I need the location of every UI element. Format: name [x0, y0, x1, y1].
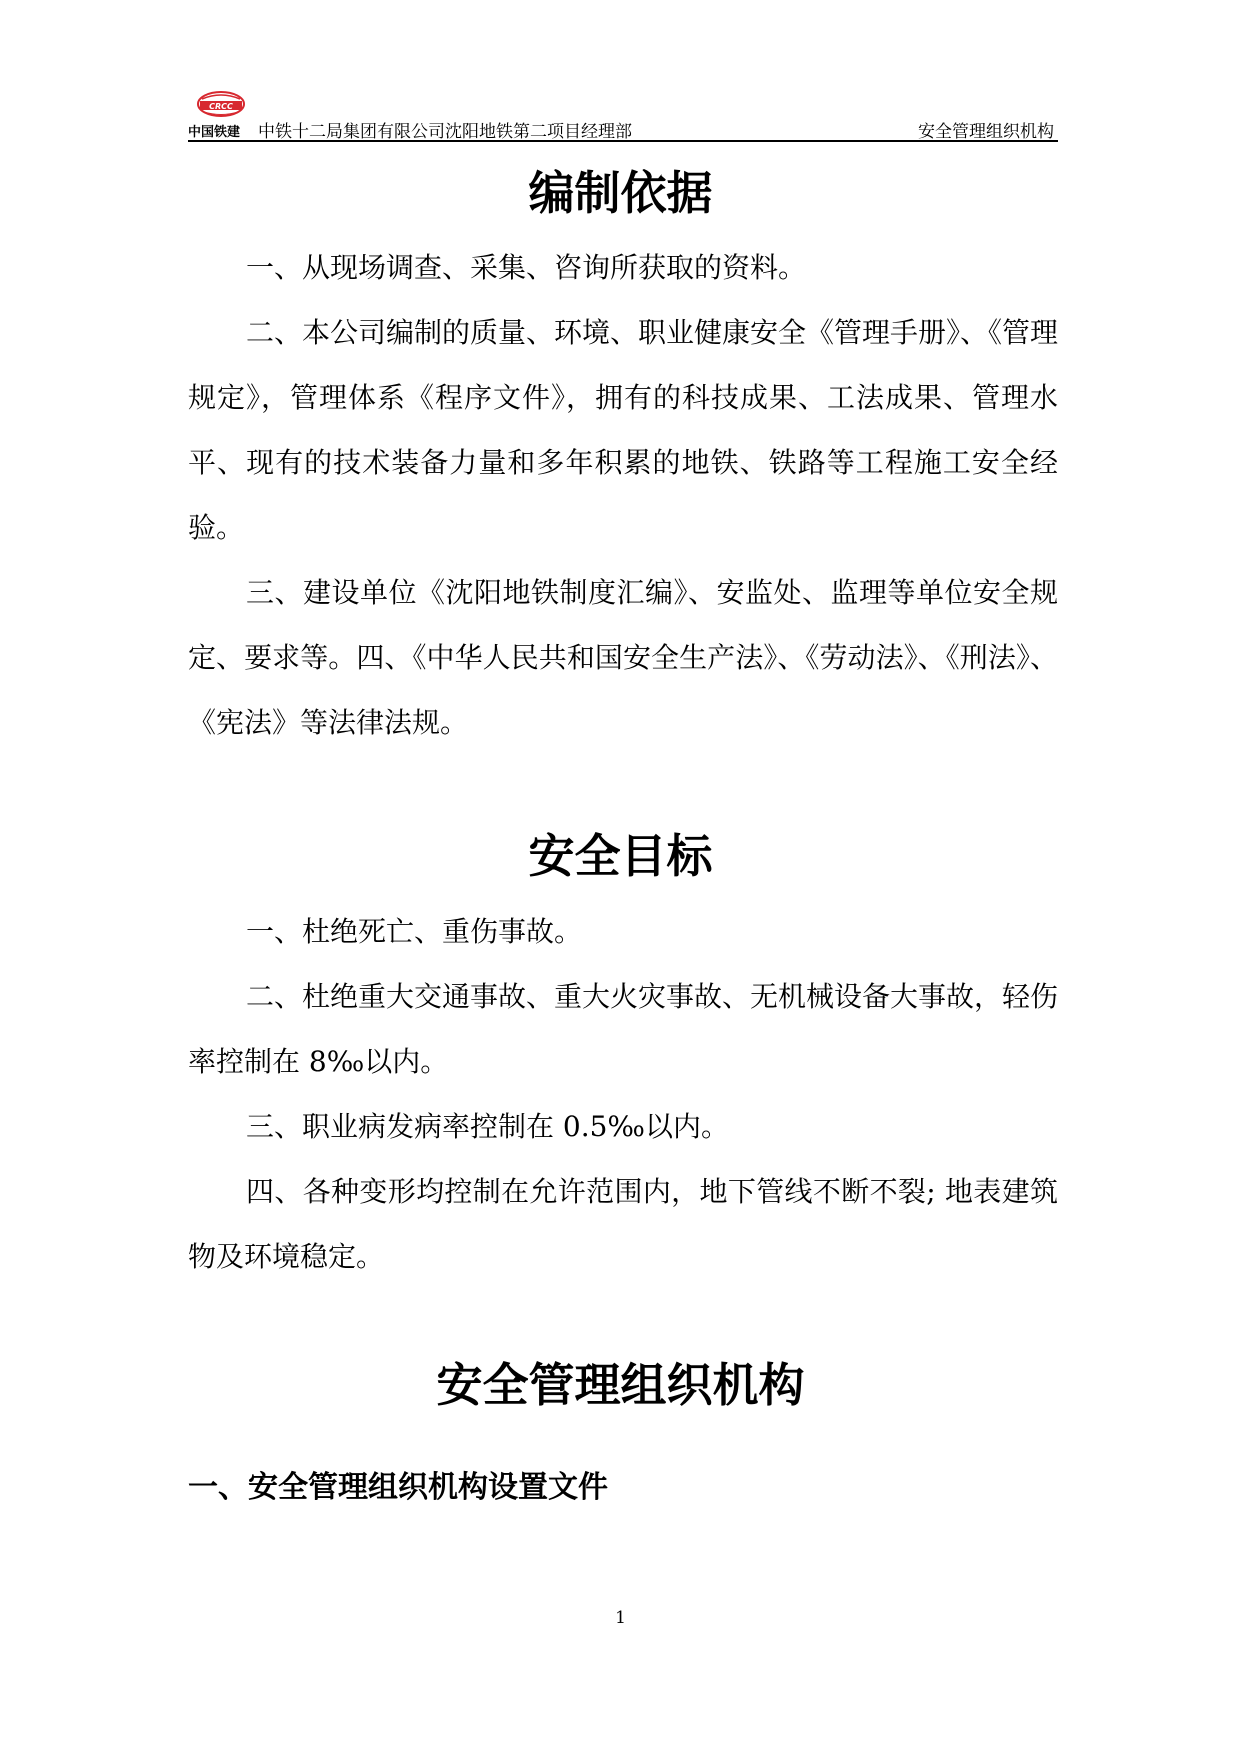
section-title-organization: 安全管理组织机构	[436, 1358, 805, 1412]
logo-text: 中国铁建	[188, 125, 241, 140]
section-title-goals: 安全目标	[528, 829, 713, 883]
page-number: 1	[615, 1608, 626, 1628]
basis-paragraph-2: 二、本公司编制的质量、环境、职业健康安全《管理手册》、《管理规定》，管理体系《程序文件》，拥有的科技成果、工法成果、管理水平、现有的技术装备力量和多年积累的地铁、铁路等工程施工安全经验。	[188, 316, 1059, 544]
goals-paragraph-1: 一、杜绝死亡、重伤事故。	[246, 915, 583, 948]
basis-paragraph-1: 一、从现场调查、采集、咨询所获取的资料。	[246, 251, 807, 284]
basis-paragraph-3: 三、建设单位《沈阳地铁制度汇编》、安监处、监理等单位安全规定、要求等。四、《中华人民共和国安全生产法》、《劳动法》、《刑法》、《宪法》等法律法规。	[188, 576, 1058, 739]
section-title-basis: 编制依据	[528, 166, 713, 220]
organization-subheading: 一、安全管理组织机构设置文件	[188, 1470, 608, 1505]
crcc-logo	[188, 88, 254, 140]
goals-paragraph-2: 二、杜绝重大交通事故、重大火灾事故、无机械设备大事故，轻伤率控制在 8‰以内。	[188, 980, 1059, 1078]
header-section-name: 安全管理组织机构	[918, 122, 1054, 142]
header-company-name: 中铁十二局集团有限公司沈阳地铁第二项目经理部	[258, 122, 632, 142]
goals-paragraph-3: 三、职业病发病率控制在 0.5‰以内。	[246, 1110, 730, 1143]
goals-paragraph-4: 四、各种变形均控制在允许范围内，地下管线不断不裂; 地表建筑物及环境稳定。	[188, 1175, 1058, 1273]
svg-text:CRCC: CRCC	[209, 102, 233, 111]
crcc-logo-icon	[196, 90, 246, 118]
page-header	[188, 88, 1058, 142]
